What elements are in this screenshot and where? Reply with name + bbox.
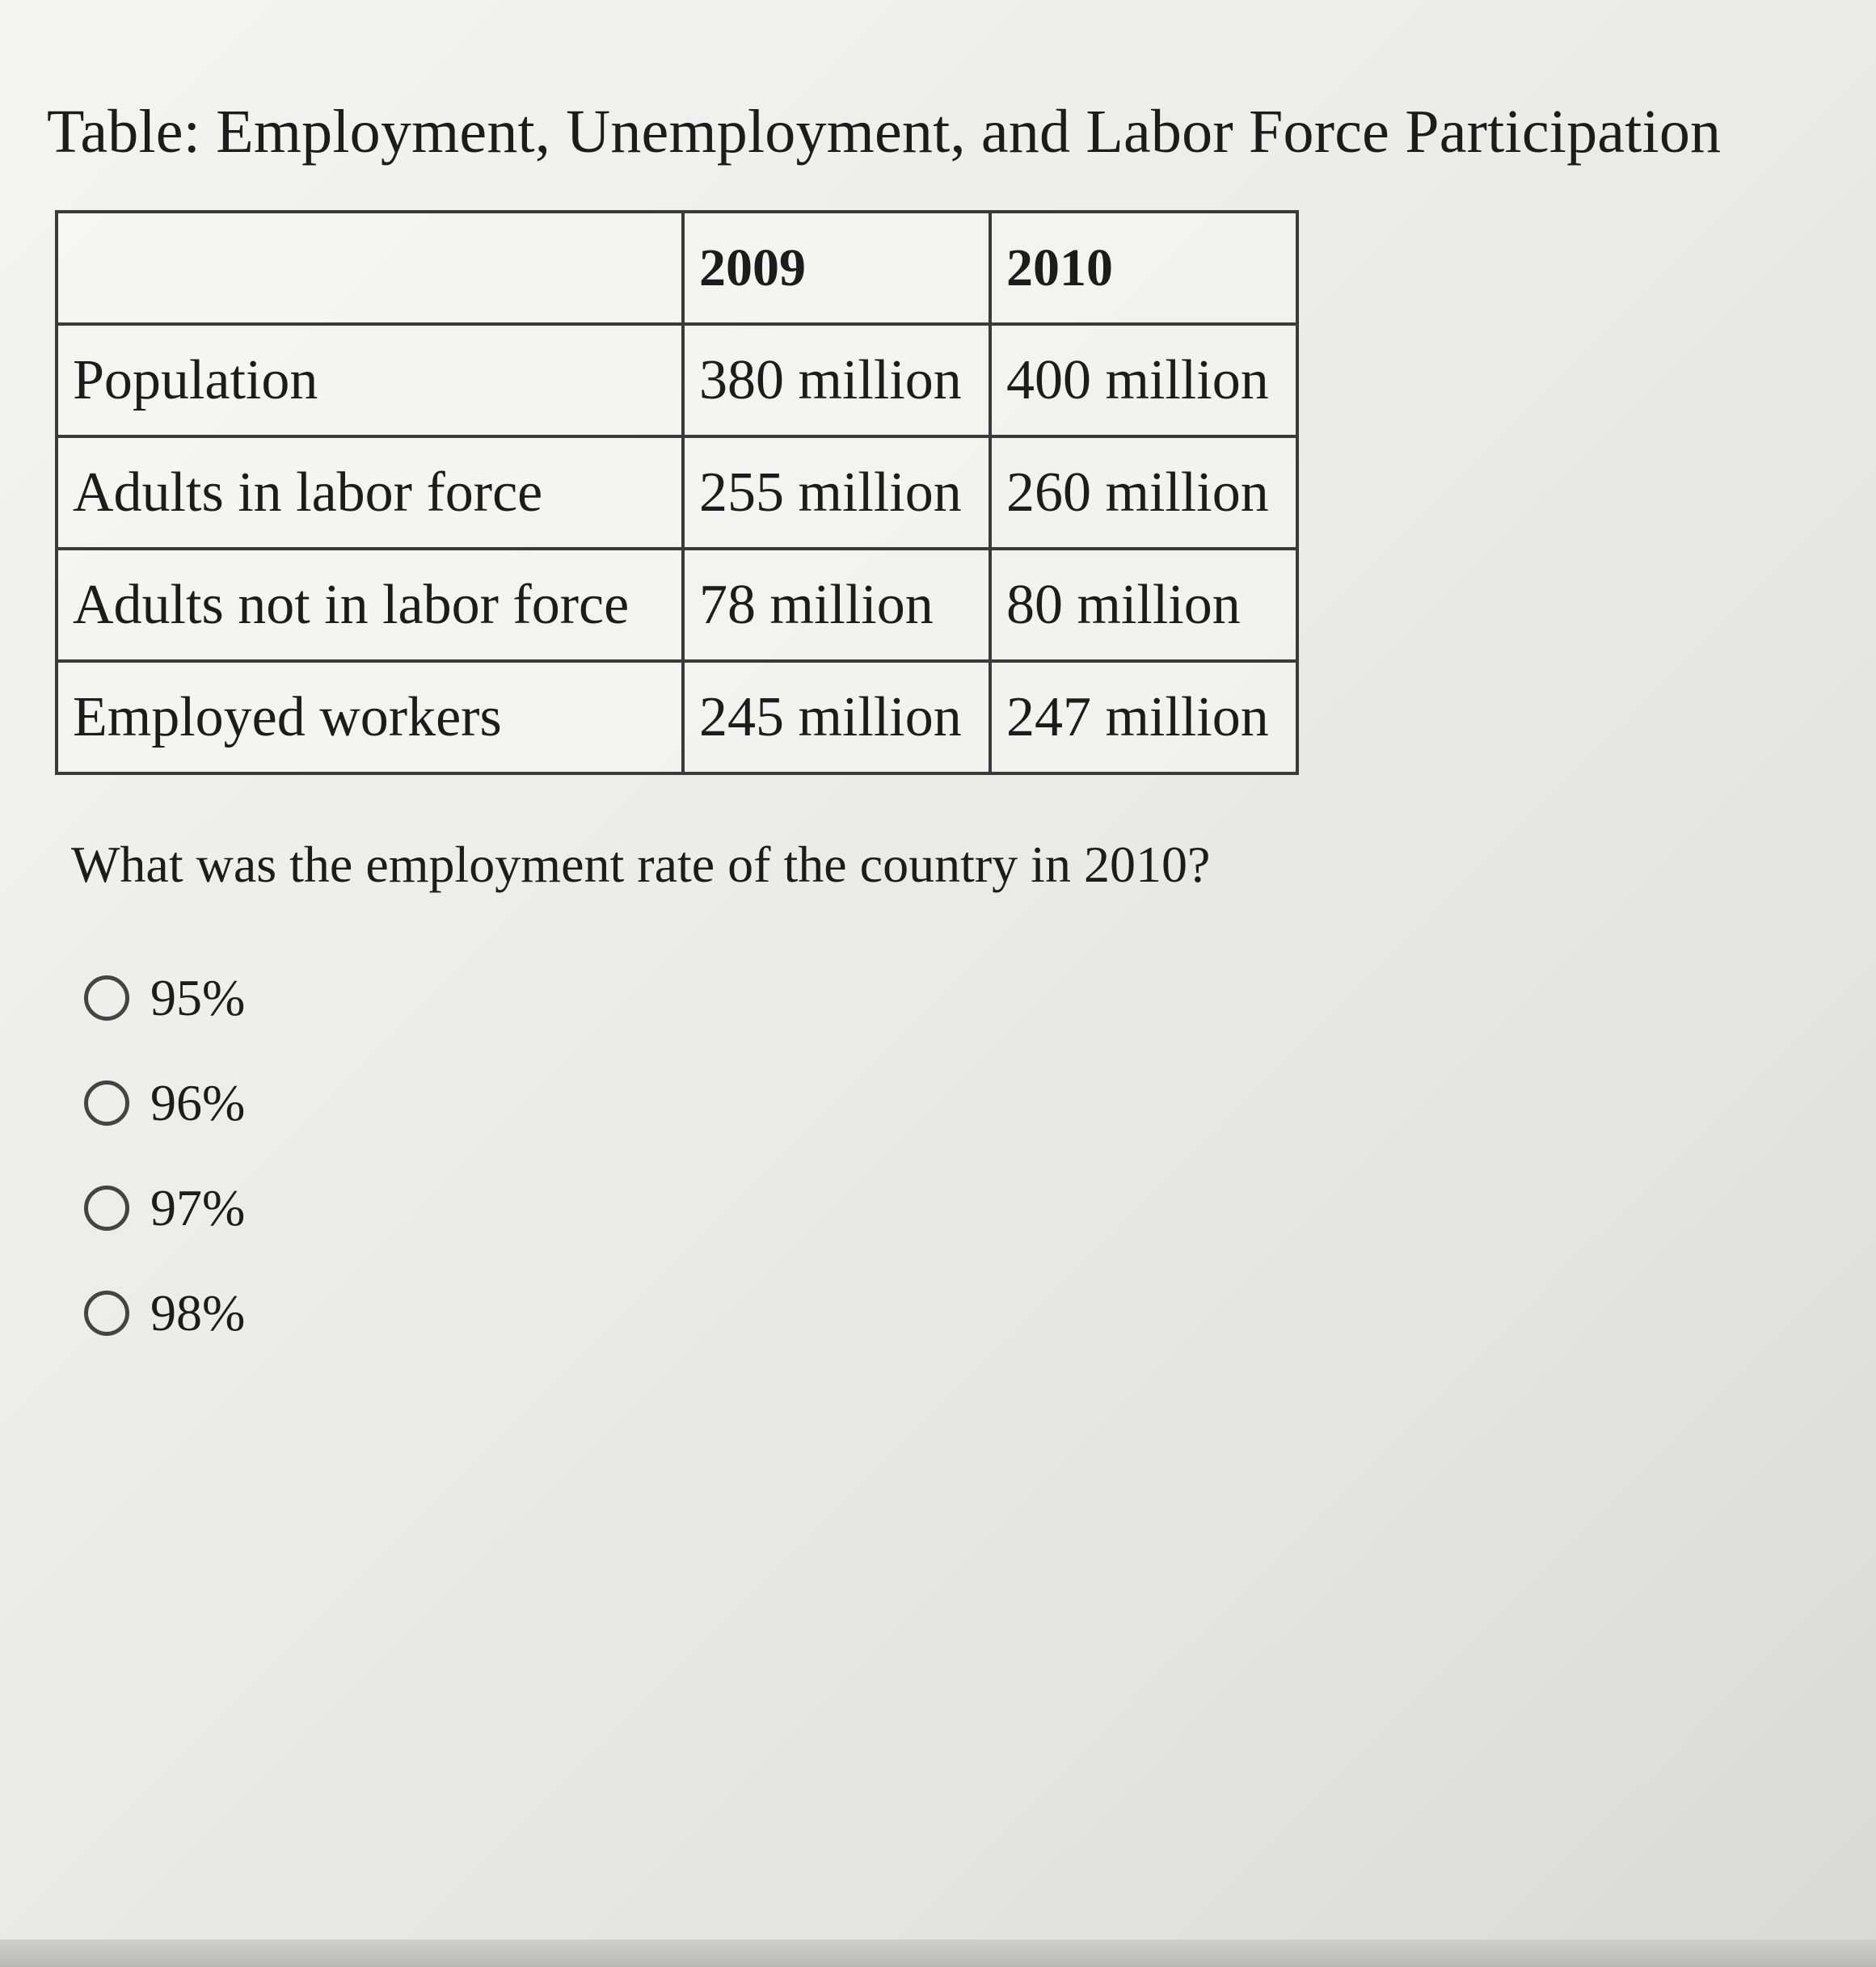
cell-2009: 78 million	[683, 549, 990, 661]
answer-options	[84, 946, 245, 1366]
table-row	[57, 436, 1297, 549]
option-label: 96%	[150, 1074, 246, 1131]
option-98[interactable]	[84, 1261, 245, 1366]
radio-button-icon[interactable]	[84, 975, 129, 1021]
option-label: 98%	[150, 1284, 246, 1342]
cell-2010: 400 million	[990, 324, 1297, 436]
cell-2010: 247 million	[990, 661, 1297, 773]
table-row	[57, 549, 1297, 661]
screen-bottom-edge	[0, 1940, 1876, 1967]
question-text: What was the employment rate of the country in 2010?	[71, 836, 1211, 893]
option-97[interactable]	[84, 1156, 245, 1261]
row-label: Adults in labor force	[57, 436, 683, 549]
option-95[interactable]	[84, 946, 245, 1051]
cell-2010: 260 million	[990, 436, 1297, 549]
radio-button-icon[interactable]	[84, 1186, 129, 1231]
table-header-cell-empty	[57, 212, 683, 324]
table-header-cell-2009: 2009	[683, 212, 990, 324]
option-label: 95%	[150, 969, 246, 1026]
table-row	[57, 324, 1297, 436]
data-table	[55, 210, 1299, 775]
cell-2009: 380 million	[683, 324, 990, 436]
cell-2009: 245 million	[683, 661, 990, 773]
table-header-cell-2010: 2010	[990, 212, 1297, 324]
row-label: Population	[57, 324, 683, 436]
table-row	[57, 661, 1297, 773]
cell-2010: 80 million	[990, 549, 1297, 661]
cell-2009: 255 million	[683, 436, 990, 549]
row-label: Adults not in labor force	[57, 549, 683, 661]
option-96[interactable]	[84, 1051, 245, 1156]
table-header-row	[57, 212, 1297, 324]
radio-button-icon[interactable]	[84, 1291, 129, 1336]
radio-button-icon[interactable]	[84, 1080, 129, 1126]
page-title: Table: Employment, Unemployment, and Labor Force Participation	[47, 98, 1722, 166]
row-label: Employed workers	[57, 661, 683, 773]
option-label: 97%	[150, 1179, 246, 1236]
